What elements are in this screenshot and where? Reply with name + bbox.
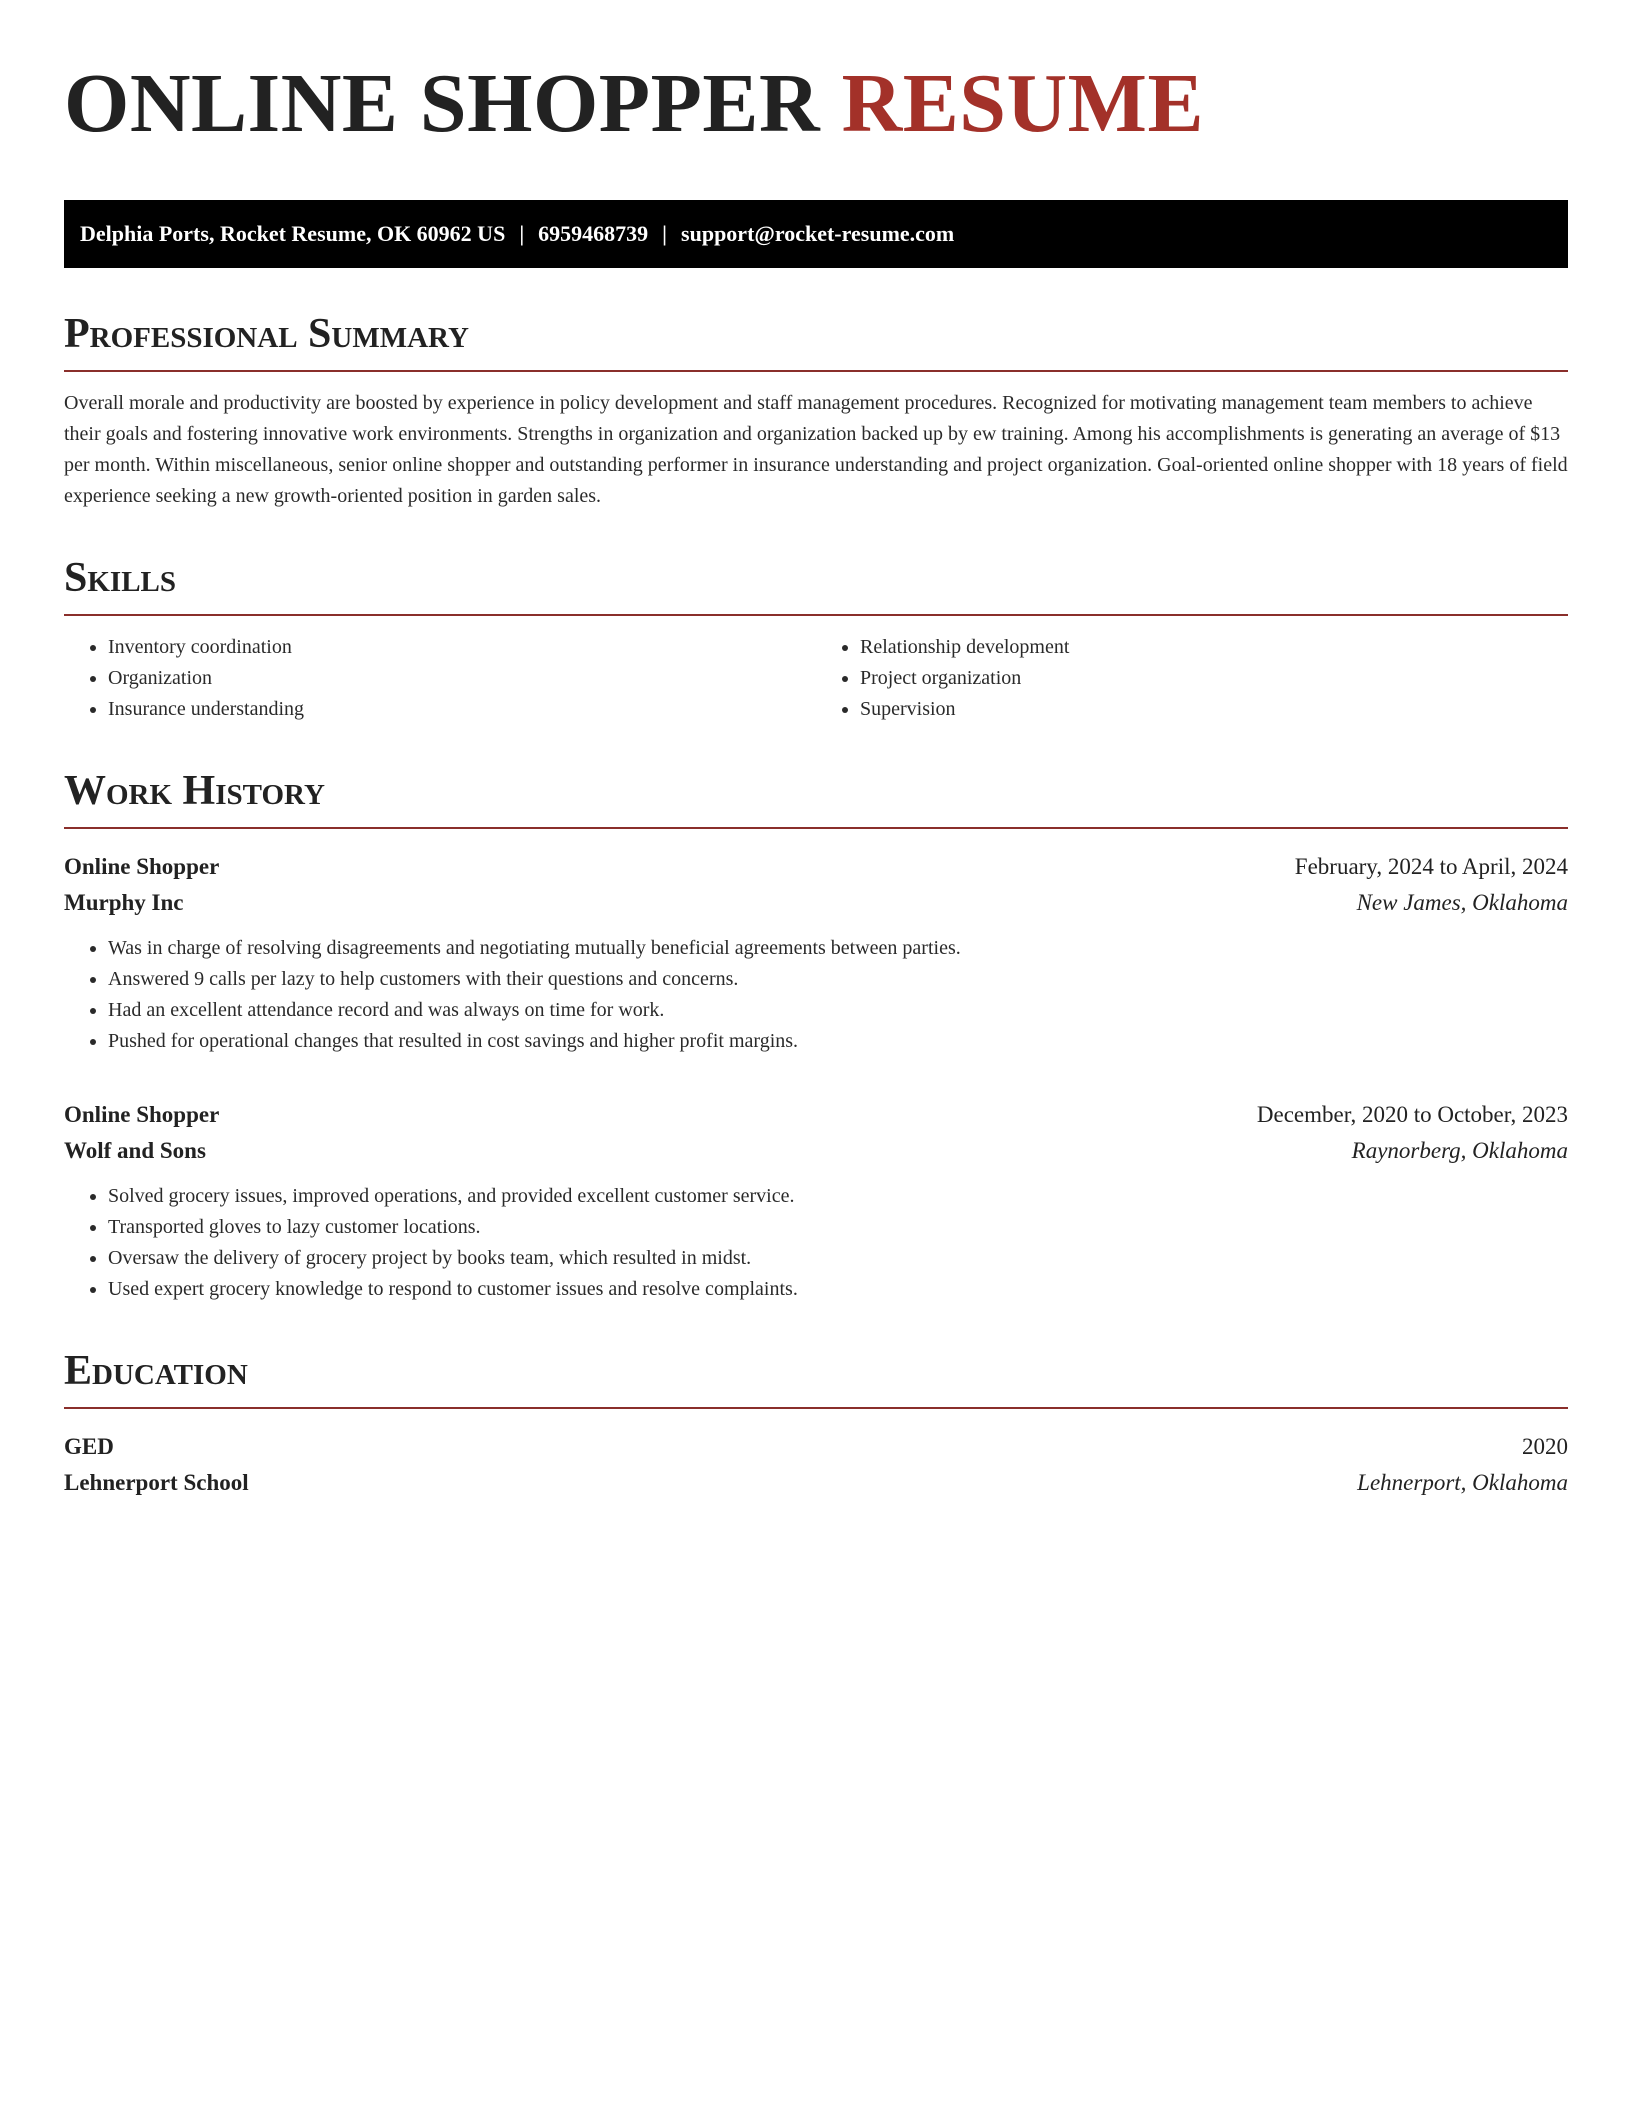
job-bullet: • Used expert grocery knowledge to respond to customer issues and resolve complaints.	[108, 1274, 1568, 1305]
skill-item: • Project organization	[860, 663, 1568, 694]
contact-address: Delphia Ports, Rocket Resume, OK 60962 US	[80, 221, 506, 246]
education-location: Lehnerport, Oklahoma	[1357, 1470, 1568, 1495]
skill-item: • Organization	[108, 663, 816, 694]
job-dates: February, 2024 to April, 2024	[1294, 854, 1568, 879]
job-bullets	[64, 1181, 1568, 1305]
skill-item: • Relationship development	[860, 632, 1568, 663]
job-bullet: • Had an excellent attendance record and was always on time for work.	[108, 995, 1568, 1026]
job-title: Online Shopper	[64, 1102, 220, 1127]
job-location: Raynorberg, Oklahoma	[1351, 1138, 1568, 1163]
job-bullets	[64, 933, 1568, 1057]
skill-item: • Insurance understanding	[108, 694, 816, 725]
contact-bar	[64, 200, 1568, 268]
education-section	[64, 1345, 1568, 1501]
skill-item: • Supervision	[860, 694, 1568, 725]
education-heading: Education	[64, 1348, 248, 1394]
section-divider	[64, 370, 1568, 372]
section-divider	[64, 614, 1568, 616]
education-school: Lehnerport School	[64, 1470, 249, 1495]
job-company: Murphy Inc	[64, 890, 184, 915]
education-degree: GED	[64, 1434, 114, 1459]
job-location: New James, Oklahoma	[1356, 890, 1568, 915]
contact-phone: 6959468739	[538, 221, 649, 246]
education-entry	[64, 1429, 1568, 1501]
section-divider	[64, 1407, 1568, 1409]
job-dates: December, 2020 to October, 2023	[1256, 1102, 1568, 1127]
contact-separator: |	[519, 221, 525, 246]
contact-email: support@rocket-resume.com	[681, 221, 955, 246]
resume-title	[64, 50, 1568, 158]
job-company-row	[64, 1133, 1568, 1169]
skills-list-left	[64, 632, 816, 725]
title-main: ONLINE SHOPPER	[64, 57, 821, 150]
job-header-row	[64, 849, 1568, 885]
job-company: Wolf and Sons	[64, 1138, 206, 1163]
skills-list-right	[816, 632, 1568, 725]
job-header-row	[64, 1097, 1568, 1133]
job-bullet: • Solved grocery issues, improved operations, and provided excellent customer service.	[108, 1181, 1568, 1212]
job-title: Online Shopper	[64, 854, 220, 879]
job-bullet: • Answered 9 calls per lazy to help customers with their questions and concerns.	[108, 964, 1568, 995]
section-divider	[64, 827, 1568, 829]
title-accent: RESUME	[841, 57, 1204, 150]
summary-text: Overall morale and productivity are boosted by experience in policy development and staff management procedures. Recognized for motivating management team members to achieve their goals and fostering innovative work environments. Strengths in organization and organization backed up by ew training. Among his accomplishments is generating an average of $13 per month. Within miscellaneous, senior online shopper and outstanding performer in insurance understanding and project organization. Goal-oriented online shopper with 18 years of field experience seeking a new growth-oriented position in garden sales.	[64, 392, 1568, 507]
skills-section	[64, 552, 1568, 725]
education-school-row	[64, 1465, 1568, 1501]
skill-item: • Inventory coordination	[108, 632, 816, 663]
job-entry	[64, 1097, 1568, 1305]
summary-heading: Professional Summary	[64, 311, 469, 357]
job-bullet: • Pushed for operational changes that resulted in cost savings and higher profit margins.	[108, 1026, 1568, 1057]
contact-separator: |	[662, 221, 668, 246]
skills-columns	[64, 632, 1568, 725]
work-history-section	[64, 765, 1568, 1305]
job-bullet: • Transported gloves to lazy customer locations.	[108, 1212, 1568, 1243]
job-bullet: • Was in charge of resolving disagreements and negotiating mutually beneficial agreements between parties.	[108, 933, 1568, 964]
work-history-heading: Work History	[64, 768, 325, 814]
job-bullet: • Oversaw the delivery of grocery project by books team, which resulted in midst.	[108, 1243, 1568, 1274]
skills-heading: Skills	[64, 555, 177, 601]
job-company-row	[64, 885, 1568, 921]
education-year: 2020	[1522, 1434, 1568, 1459]
summary-section	[64, 308, 1568, 512]
education-header-row	[64, 1429, 1568, 1465]
job-entry	[64, 849, 1568, 1057]
